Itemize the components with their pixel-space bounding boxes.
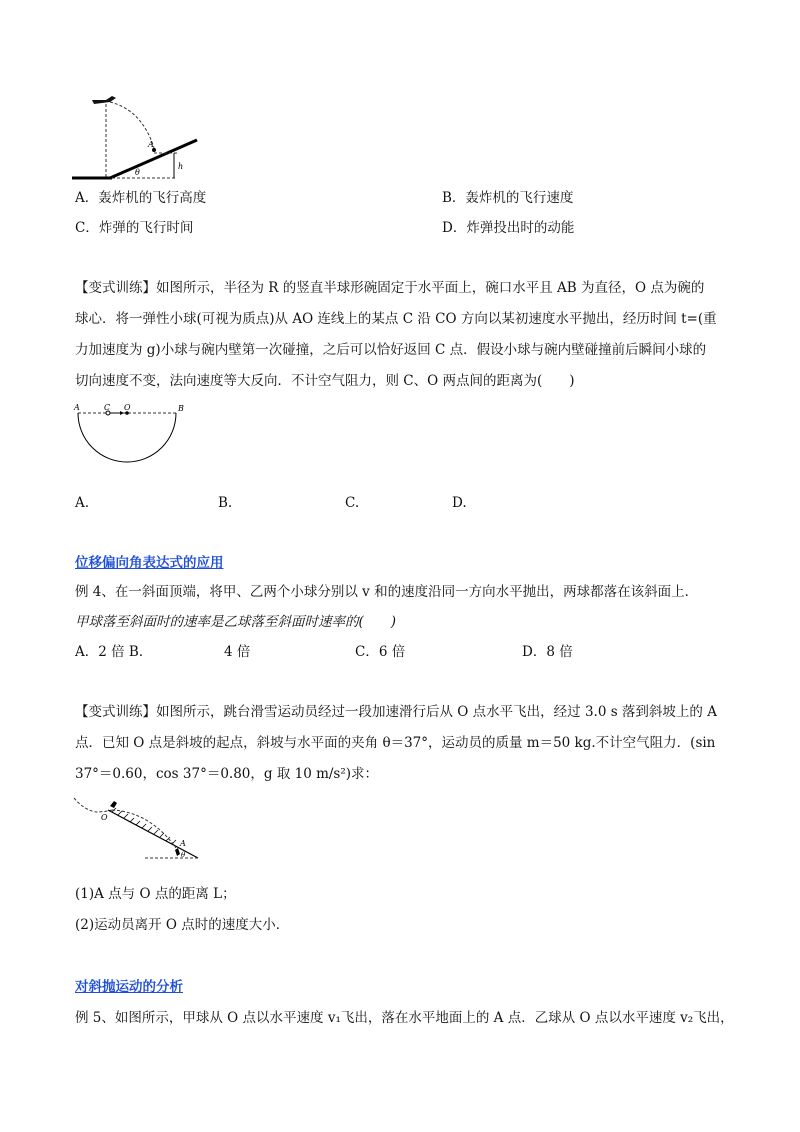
svg-text:θ: θ — [135, 168, 140, 177]
svg-text:θ: θ — [181, 851, 186, 859]
bowl-option-b: B. — [218, 495, 233, 511]
bowl-option-d: D. — [452, 495, 467, 511]
bowl-text-line: 力加速度为 g)小球与碗内壁第一次碰撞，之后可以恰好返回 C 点．假设小球与碗内壁碰撞前后瞬间小球的 — [75, 342, 707, 358]
ski-question: (1)A 点与 O 点的距离 L； — [75, 886, 236, 902]
svg-text:O: O — [101, 813, 108, 822]
ski-text-line: 37°＝0.60，cos 37°＝0.80，g 取 10 m/s²)求： — [75, 766, 379, 782]
ski-question: (2)运动员离开 O 点时的速度大小． — [75, 917, 290, 933]
svg-text:B: B — [178, 404, 184, 413]
option-c: C．炸弹的飞行时间 — [75, 220, 194, 236]
ex5-text-line: 例 5、如图所示，甲球从 O 点以水平速度 v₁飞出，落在水平地面上的 A 点．乙球从 O 点以水平速度 v₂飞出， — [75, 1010, 734, 1026]
ex4-option-b-value: 4 倍 — [224, 644, 251, 660]
option-b: B．轰炸机的飞行速度 — [442, 190, 574, 206]
bowl-text-line: 切向速度不变，法向速度等大反向．不计空气阻力，则 C、O 两点间的距离为( ) — [75, 373, 575, 389]
svg-text:C: C — [104, 403, 111, 412]
bomber-figure — [72, 90, 212, 186]
ex4-option-d: D．8 倍 — [522, 644, 573, 660]
ex4-text-line: 例 4、在一斜面顶端，将甲、乙两个小球分别以 v 和的速度沿同一方向水平抛出，两球都落在该斜面上． — [75, 584, 699, 600]
svg-text:A: A — [74, 403, 80, 412]
bowl-figure — [70, 400, 190, 470]
section-heading: 位移偏向角表达式的应用 — [75, 555, 224, 571]
ski-jump-figure — [70, 790, 205, 865]
svg-text:h: h — [178, 162, 184, 171]
ski-text-line: 点．已知 O 点是斜坡的起点，斜坡与水平面的夹角 θ＝37°，运动员的质量 m＝50 kg.不计空气阻力．(sin — [75, 735, 716, 751]
bowl-text-line: 球心．将一弹性小球(可视为质点)从 AO 连线上的某点 C 沿 CO 方向以某初速度水平抛出，经历时间 t=(重 — [75, 311, 717, 327]
section-heading: 对斜抛运动的分析 — [75, 979, 183, 995]
bowl-option-c: C. — [345, 495, 360, 511]
ex4-text-line: 甲球落至斜面时的速率是乙球落至斜面时速率的( ) — [75, 614, 397, 630]
svg-text:A: A — [180, 839, 186, 848]
svg-text:A: A — [148, 140, 154, 149]
skier-icon — [110, 801, 117, 808]
bowl-text-line: 【变式训练】如图所示，半径为 R 的竖直半球形碗固定于水平面上，碗口水平且 AB 为直径，O 点为碗的 — [75, 280, 705, 296]
ski-text-line: 【变式训练】如图所示，跳台滑雪运动员经过一段加速滑行后从 O 点水平飞出，经过 3.0 s 落到斜坡上的 A — [75, 704, 717, 720]
svg-text:O: O — [124, 403, 131, 412]
ex4-option-c: C．6 倍 — [355, 644, 406, 660]
option-d: D．炸弹投出时的动能 — [442, 220, 575, 236]
bowl-option-a: A. — [75, 495, 90, 511]
ex4-option-ab: A．2 倍 B． — [75, 644, 153, 660]
option-a: A．轰炸机的飞行高度 — [75, 190, 207, 206]
